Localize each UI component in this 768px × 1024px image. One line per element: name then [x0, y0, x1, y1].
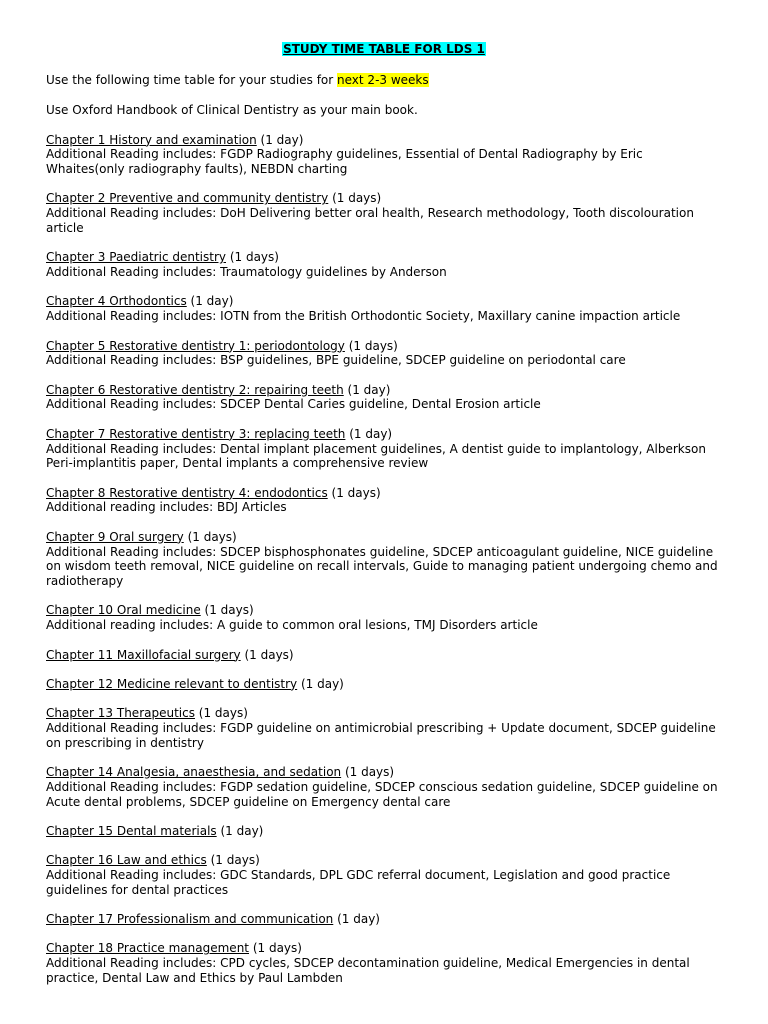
chapter-heading	[46, 677, 722, 692]
chapter-title: Chapter 9 Oral surgery	[46, 529, 184, 544]
additional-reading: Additional Reading includes: IOTN from the British Orthodontic Society, Maxillary canine impaction article	[46, 309, 681, 324]
chapter-duration: (1 days)	[226, 250, 279, 265]
title-wrap	[46, 42, 722, 60]
chapter-entry	[46, 824, 722, 839]
chapter-title: Chapter 17 Professionalism and communication	[46, 912, 334, 927]
chapter-entry	[46, 133, 722, 177]
chapter-heading	[46, 648, 722, 663]
additional-reading: Additional Reading includes: BSP guidelines, BPE guideline, SDCEP guideline on periodontal care	[46, 353, 626, 368]
chapter-duration: (1 days)	[328, 191, 382, 206]
chapter-heading	[46, 912, 722, 927]
chapter-duration: (1 days)	[200, 603, 254, 618]
chapter-entry	[46, 250, 722, 280]
chapter-duration: (1 days)	[240, 647, 294, 662]
chapter-title: Chapter 1 History and examination	[46, 132, 257, 147]
intro-highlight: next 2-3 weeks	[337, 73, 429, 87]
chapter-entry	[46, 853, 722, 897]
chapter-heading	[46, 530, 722, 545]
chapter-heading	[46, 294, 722, 309]
additional-reading: Additional reading includes: BDJ Articles	[46, 500, 287, 515]
chapter-title: Chapter 6 Restorative dentistry 2: repairing teeth	[46, 382, 344, 397]
chapter-heading	[46, 824, 722, 839]
additional-reading: Additional Reading includes: FGDP guideline on antimicrobial prescribing + Update document, SDCEP guideline on prescribing in dentistry	[46, 720, 716, 750]
chapter-entry	[46, 191, 722, 235]
chapter-heading	[46, 603, 722, 618]
additional-reading: Additional Reading includes: SDCEP Dental Caries guideline, Dental Erosion article	[46, 397, 541, 412]
chapter-heading	[46, 339, 722, 354]
chapter-title: Chapter 12 Medicine relevant to dentistry	[46, 676, 298, 691]
additional-reading: Additional Reading includes: FGDP Radiography guidelines, Essential of Dental Radiography by Eric Whaites(only radiography faults), NEBDN charting	[46, 147, 643, 177]
intro-paragraph-1	[46, 73, 722, 88]
chapter-duration: (1 day)	[297, 676, 344, 691]
chapter-title: Chapter 10 Oral medicine	[46, 603, 201, 618]
chapter-duration: (1 day)	[343, 382, 391, 397]
chapter-entry	[46, 603, 722, 633]
chapter-entry	[46, 677, 722, 692]
chapter-duration: (1 days)	[327, 485, 381, 500]
chapter-duration: (1 days)	[249, 941, 302, 956]
chapter-entry	[46, 427, 722, 471]
chapter-title: Chapter 15 Dental materials	[46, 823, 217, 838]
chapter-heading	[46, 486, 722, 501]
additional-reading: Additional reading includes: A guide to common oral lesions, TMJ Disorders article	[46, 618, 538, 633]
additional-reading: Additional Reading includes: DoH Delivering better oral health, Research methodology, Tooth discolouration article	[46, 206, 694, 236]
chapter-duration: (1 days)	[344, 338, 398, 353]
chapter-duration: (1 day)	[216, 823, 264, 838]
chapter-entry	[46, 383, 722, 413]
chapter-title: Chapter 4 Orthodontics	[46, 294, 187, 309]
chapter-heading	[46, 853, 722, 868]
intro-text: Use the following time table for your studies for	[46, 73, 338, 87]
chapter-heading	[46, 706, 722, 721]
chapter-entry	[46, 530, 722, 589]
chapter-title: Chapter 3 Paediatric dentistry	[46, 250, 226, 265]
chapter-list	[46, 133, 722, 986]
chapter-entry	[46, 912, 722, 927]
chapter-heading	[46, 191, 722, 206]
chapter-entry	[46, 941, 722, 985]
chapter-entry	[46, 339, 722, 369]
chapter-heading	[46, 250, 722, 265]
chapter-title: Chapter 7 Restorative dentistry 3: replacing teeth	[46, 426, 346, 441]
chapter-duration: (1 days)	[194, 706, 248, 721]
chapter-entry	[46, 765, 722, 809]
additional-reading: Additional Reading includes: Dental implant placement guidelines, A dentist guide to implantology, Alberkson Peri-implantitis paper, Dental implants a comprehensive review	[46, 441, 706, 471]
additional-reading: Additional Reading includes: SDCEP bisphosphonates guideline, SDCEP anticoagulant guideline, NICE guideline on wisdom teeth removal, NICE guideline on recall intervals, Guide to managing patient undergoing chemo and radiotherapy	[46, 544, 718, 589]
chapter-duration: (1 day)	[333, 912, 380, 927]
chapter-duration: (1 day)	[186, 294, 234, 309]
chapter-title: Chapter 18 Practice management	[46, 941, 250, 956]
additional-reading: Additional Reading includes: FGDP sedation guideline, SDCEP conscious sedation guideline, SDCEP guideline on Acute dental problems, SDCEP guideline on Emergency dental care	[46, 779, 718, 809]
chapter-title: Chapter 14 Analgesia, anaesthesia, and sedation	[46, 765, 342, 779]
chapter-heading	[46, 765, 722, 780]
chapter-duration: (1 day)	[345, 426, 393, 441]
chapter-entry	[46, 294, 722, 324]
chapter-title: Chapter 8 Restorative dentistry 4: endodontics	[46, 485, 328, 500]
chapter-duration: (1 day)	[256, 132, 304, 147]
chapter-heading	[46, 383, 722, 398]
chapter-title: Chapter 11 Maxillofacial surgery	[46, 647, 241, 662]
chapter-duration: (1 days)	[183, 529, 237, 544]
chapter-entry	[46, 486, 722, 516]
chapter-title: Chapter 2 Preventive and community dentistry	[46, 191, 329, 206]
chapter-title: Chapter 5 Restorative dentistry 1: periodontology	[46, 338, 345, 353]
additional-reading: Additional Reading includes: CPD cycles, SDCEP decontamination guideline, Medical Emergencies in dental practice, Dental Law and Ethics by Paul Lambden	[46, 956, 690, 985]
chapter-entry	[46, 706, 722, 750]
chapter-entry	[46, 648, 722, 663]
additional-reading: Additional Reading includes: Traumatology guidelines by Anderson	[46, 265, 447, 280]
additional-reading: Additional Reading includes: GDC Standards, DPL GDC referral document, Legislation and good practice guidelines for dental practices	[46, 867, 671, 897]
chapter-title: Chapter 16 Law and ethics	[46, 853, 207, 868]
chapter-heading	[46, 941, 722, 956]
intro-paragraph-2: Use Oxford Handbook of Clinical Dentistry as your main book.	[46, 102, 418, 117]
chapter-title: Chapter 13 Therapeutics	[46, 706, 195, 721]
page-title: STUDY TIME TABLE FOR LDS 1	[283, 42, 485, 56]
chapter-duration: (1 days)	[206, 853, 260, 868]
chapter-heading	[46, 133, 722, 148]
chapter-duration: (1 days)	[341, 765, 395, 779]
chapter-heading	[46, 427, 722, 442]
